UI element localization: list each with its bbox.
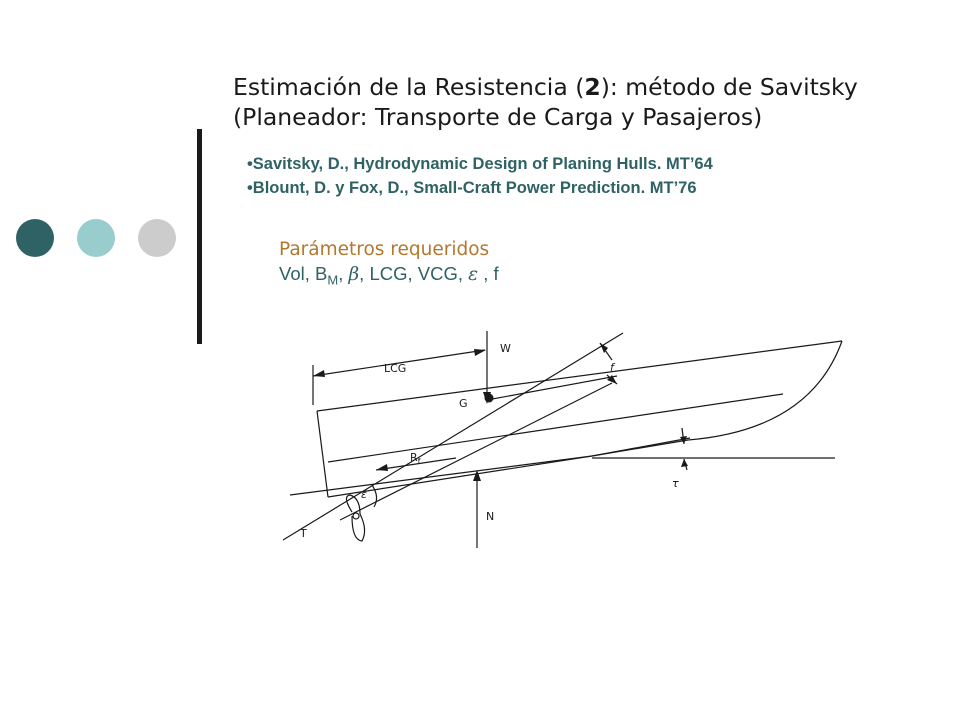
diagram-label-lcg: LCG xyxy=(384,362,407,375)
reference-item: •Savitsky, D., Hydrodynamic Design of Planing Hulls. MT’64 xyxy=(247,155,713,173)
shaft-line xyxy=(340,383,612,520)
diagram-label-w: W xyxy=(500,342,511,355)
hull-chine-line xyxy=(328,394,783,462)
diagram-label-f: f xyxy=(610,361,614,374)
title-line-1: Estimación de la Resistencia (2): método de Savitsky xyxy=(233,73,858,101)
center-of-gravity-marker xyxy=(485,394,494,403)
parameters-list: Vol, $B_M$, β, LCG, VCG, ε , f xyxy=(279,263,499,288)
diagram-label-g: G xyxy=(459,397,468,410)
rf-arrowhead xyxy=(376,464,388,471)
diagram-label-n: N xyxy=(486,510,495,523)
hull-deck-line xyxy=(317,341,842,411)
diagram-label-t: T xyxy=(300,527,307,540)
lcg-arrowhead-left xyxy=(313,370,325,377)
propeller-hub xyxy=(353,513,359,519)
reference-item: •Blount, D. y Fox, D., Small-Craft Power Prediction. MT’76 xyxy=(247,179,697,197)
diagram-label-tau: τ xyxy=(672,477,679,490)
keel-angle-ray xyxy=(592,438,690,456)
thrust-line xyxy=(283,333,623,540)
hull-bottom-line xyxy=(328,456,592,497)
diagram-label-epsilon: ε xyxy=(361,488,367,501)
hull-transom xyxy=(317,411,328,497)
lcg-arrowhead-right xyxy=(474,349,486,356)
parameters-heading: Parámetros requeridos xyxy=(279,239,490,260)
diagram-label-rf: $R_f$ xyxy=(410,451,421,466)
tau-arrowhead xyxy=(681,459,688,467)
keel-extension xyxy=(290,456,592,495)
title-line-2: (Planeador: Transporte de Carga y Pasajeros) xyxy=(233,103,763,131)
